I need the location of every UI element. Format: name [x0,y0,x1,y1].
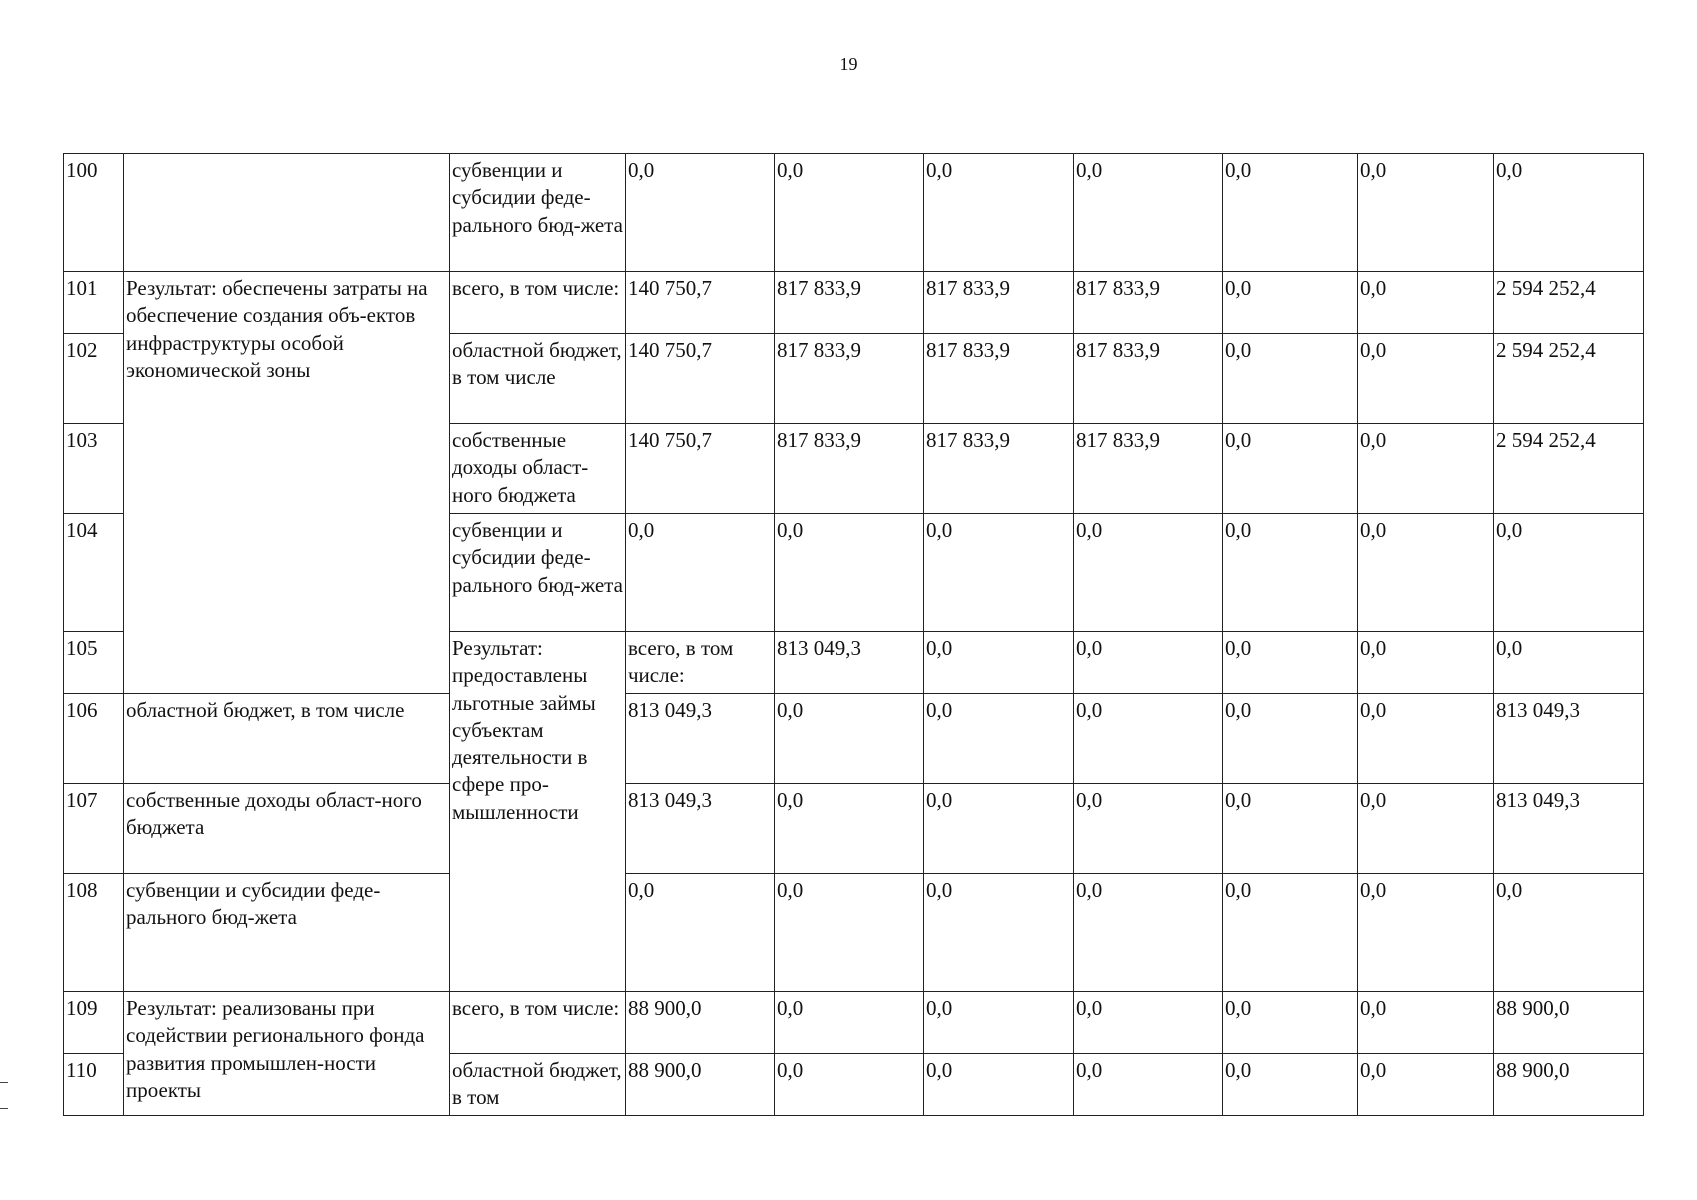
row-number-cell: 106 [64,694,124,784]
value-cell: 813 049,3 [775,632,924,694]
value-cell: 0,0 [775,1054,924,1116]
value-cell: 0,0 [1223,632,1358,694]
funding-source-cell: областной бюджет, в том числе [124,694,450,784]
value-cell: 88 900,0 [626,992,775,1054]
value-cell: 88 900,0 [626,1054,775,1116]
value-cell: 0,0 [775,874,924,992]
value-cell: 0,0 [924,632,1074,694]
value-cell: 817 833,9 [924,272,1074,334]
funding-source-cell: субвенции и субсидии феде-рального бюд-жета [450,514,626,632]
value-cell: 0,0 [1223,992,1358,1054]
value-cell: 0,0 [1074,784,1223,874]
row-number-cell: 101 [64,272,124,334]
value-cell: 0,0 [1358,424,1494,514]
value-cell: 0,0 [1494,874,1644,992]
value-cell: 0,0 [775,694,924,784]
value-cell: 0,0 [924,154,1074,272]
funding-source-cell: всего, в том числе: [450,272,626,334]
value-cell: 140 750,7 [626,272,775,334]
value-cell: 140 750,7 [626,334,775,424]
budget-table [63,153,1644,1116]
value-cell: 0,0 [1223,784,1358,874]
row-number-cell: 103 [64,424,124,514]
value-cell: 0,0 [1074,992,1223,1054]
value-cell: 0,0 [1494,514,1644,632]
value-cell: 0,0 [626,154,775,272]
value-cell: 0,0 [924,874,1074,992]
value-cell: 0,0 [1074,1054,1223,1116]
margin-mark [0,1108,8,1109]
value-cell: 0,0 [1494,632,1644,694]
table-row [64,992,1644,1054]
row-number-cell: 107 [64,784,124,874]
funding-source-cell: собственные доходы област-ного бюджета [450,424,626,514]
value-cell: 0,0 [626,514,775,632]
value-cell: 0,0 [1074,154,1223,272]
value-cell: 2 594 252,4 [1494,334,1644,424]
value-cell: 140 750,7 [626,424,775,514]
result-description-cell: Результат: обеспечены затраты на обеспечение создания объ-ектов инфраструктуры особой экономической зоны [124,272,450,694]
value-cell: 0,0 [1074,874,1223,992]
value-cell: 0,0 [1358,874,1494,992]
value-cell: 0,0 [1223,874,1358,992]
value-cell: 0,0 [1358,784,1494,874]
funding-source-cell: всего, в том числе: [626,632,775,694]
value-cell: 0,0 [924,992,1074,1054]
result-description-cell: Результат: реализованы при содействии регионального фонда развития промышлен-ности проекты [124,992,450,1116]
value-cell: 0,0 [1223,334,1358,424]
value-cell: 817 833,9 [1074,272,1223,334]
value-cell: 0,0 [1358,632,1494,694]
value-cell: 0,0 [924,694,1074,784]
value-cell: 0,0 [1223,694,1358,784]
page-number: 19 [839,54,858,74]
row-number-cell: 109 [64,992,124,1054]
value-cell: 817 833,9 [775,334,924,424]
funding-source-cell: субвенции и субсидии феде-рального бюд-жета [450,154,626,272]
result-cell-empty [124,154,450,272]
value-cell: 0,0 [1358,514,1494,632]
value-cell: 817 833,9 [924,424,1074,514]
row-number-cell: 104 [64,514,124,632]
value-cell: 0,0 [1358,272,1494,334]
funding-source-cell: областной бюджет, в том числе [450,334,626,424]
value-cell: 0,0 [1223,424,1358,514]
row-number-cell: 105 [64,632,124,694]
table-row [64,154,1644,272]
value-cell: 813 049,3 [626,694,775,784]
value-cell: 0,0 [1358,992,1494,1054]
value-cell: 817 833,9 [1074,334,1223,424]
table-row [64,784,1644,874]
value-cell: 0,0 [775,992,924,1054]
value-cell: 0,0 [1223,154,1358,272]
value-cell: 2 594 252,4 [1494,424,1644,514]
value-cell: 0,0 [775,784,924,874]
row-number-cell: 108 [64,874,124,992]
table-row [64,272,1644,334]
value-cell: 0,0 [1494,154,1644,272]
value-cell: 0,0 [1358,1054,1494,1116]
row-number-cell: 110 [64,1054,124,1116]
value-cell: 817 833,9 [924,334,1074,424]
value-cell: 0,0 [1074,632,1223,694]
value-cell: 0,0 [1358,334,1494,424]
value-cell: 0,0 [775,514,924,632]
value-cell: 2 594 252,4 [1494,272,1644,334]
value-cell: 0,0 [1223,514,1358,632]
margin-mark [0,1082,8,1083]
value-cell: 0,0 [924,1054,1074,1116]
value-cell: 817 833,9 [1074,424,1223,514]
value-cell: 0,0 [924,784,1074,874]
value-cell: 813 049,3 [1494,784,1644,874]
value-cell: 0,0 [775,154,924,272]
value-cell: 88 900,0 [1494,1054,1644,1116]
value-cell: 0,0 [626,874,775,992]
funding-source-cell: субвенции и субсидии феде-рального бюд-жета [124,874,450,992]
value-cell: 0,0 [1074,514,1223,632]
result-description-cell: Результат: предоставлены льготные займы субъектам деятельности в сфере про-мышленности [450,632,626,992]
row-number-cell: 102 [64,334,124,424]
value-cell: 813 049,3 [626,784,775,874]
funding-source-cell: областной бюджет, в том [450,1054,626,1116]
value-cell: 0,0 [1358,694,1494,784]
table-body [64,154,1644,1116]
value-cell: 817 833,9 [775,424,924,514]
value-cell: 813 049,3 [1494,694,1644,784]
funding-source-cell: собственные доходы област-ного бюджета [124,784,450,874]
value-cell: 0,0 [1223,272,1358,334]
table-row [64,874,1644,992]
row-number-cell: 100 [64,154,124,272]
table-row [64,694,1644,784]
value-cell: 0,0 [1358,154,1494,272]
funding-source-cell: всего, в том числе: [450,992,626,1054]
value-cell: 0,0 [1223,1054,1358,1116]
value-cell: 0,0 [924,514,1074,632]
value-cell: 88 900,0 [1494,992,1644,1054]
value-cell: 0,0 [1074,694,1223,784]
value-cell: 817 833,9 [775,272,924,334]
